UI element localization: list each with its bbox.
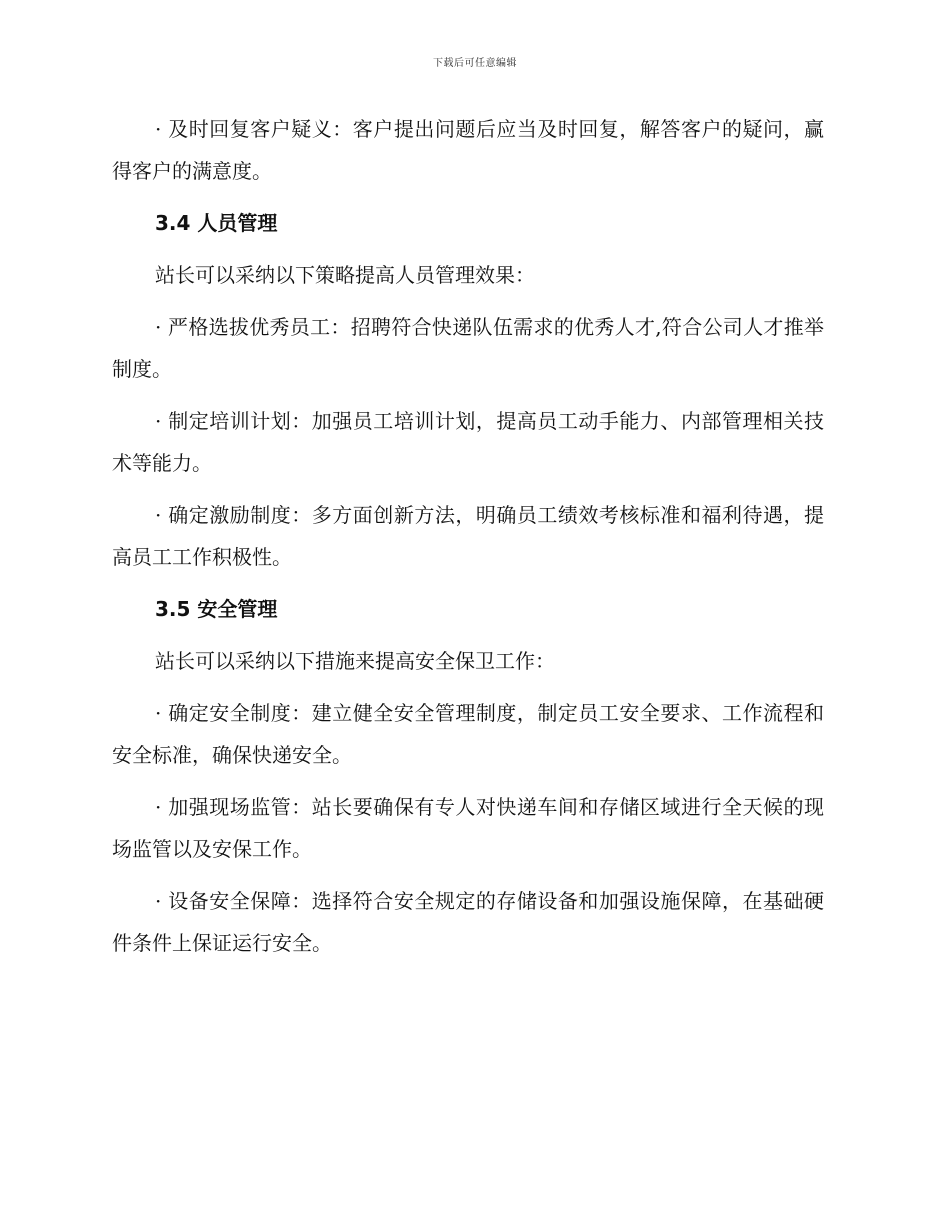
section-heading-safety: 3.5 安全管理	[155, 597, 278, 621]
document-body	[112, 108, 824, 974]
bullet-paragraph-incentives: · 确定激励制度：多方面创新方法，明确员工绩效考核标准和福利待遇，提高员工工作积极性。	[112, 503, 824, 569]
bullet-paragraph-training-plan: · 制定培训计划：加强员工培训计划，提高员工动手能力、内部管理相关技术等能力。	[112, 409, 824, 475]
bullet-paragraph-reply-customers: · 及时回复客户疑义：客户提出问题后应当及时回复，解答客户的疑问，赢得客户的满意度。	[112, 117, 824, 183]
bullet-paragraph-select-staff: · 严格选拔优秀员工：招聘符合快递队伍需求的优秀人才,符合公司人才推举制度。	[112, 315, 824, 381]
section-heading-personnel: 3.4 人员管理	[155, 211, 278, 235]
bullet-paragraph-safety-system: · 确定安全制度：建立健全安全管理制度，制定员工安全要求、工作流程和安全标准，确保快递安全。	[112, 701, 824, 767]
bullet-paragraph-site-supervision: · 加强现场监管：站长要确保有专人对快递车间和存储区域进行全天候的现场监管以及安保工作。	[112, 795, 824, 861]
page-header: 下载后可任意编辑	[433, 58, 517, 69]
intro-paragraph-personnel: 站长可以采纳以下策略提高人员管理效果：	[155, 263, 535, 287]
bullet-paragraph-equipment-safety: · 设备安全保障：选择符合安全规定的存储设备和加强设施保障，在基础硬件条件上保证运行安全。	[112, 889, 824, 955]
intro-paragraph-safety: 站长可以采纳以下措施来提高安全保卫工作：	[155, 649, 555, 673]
